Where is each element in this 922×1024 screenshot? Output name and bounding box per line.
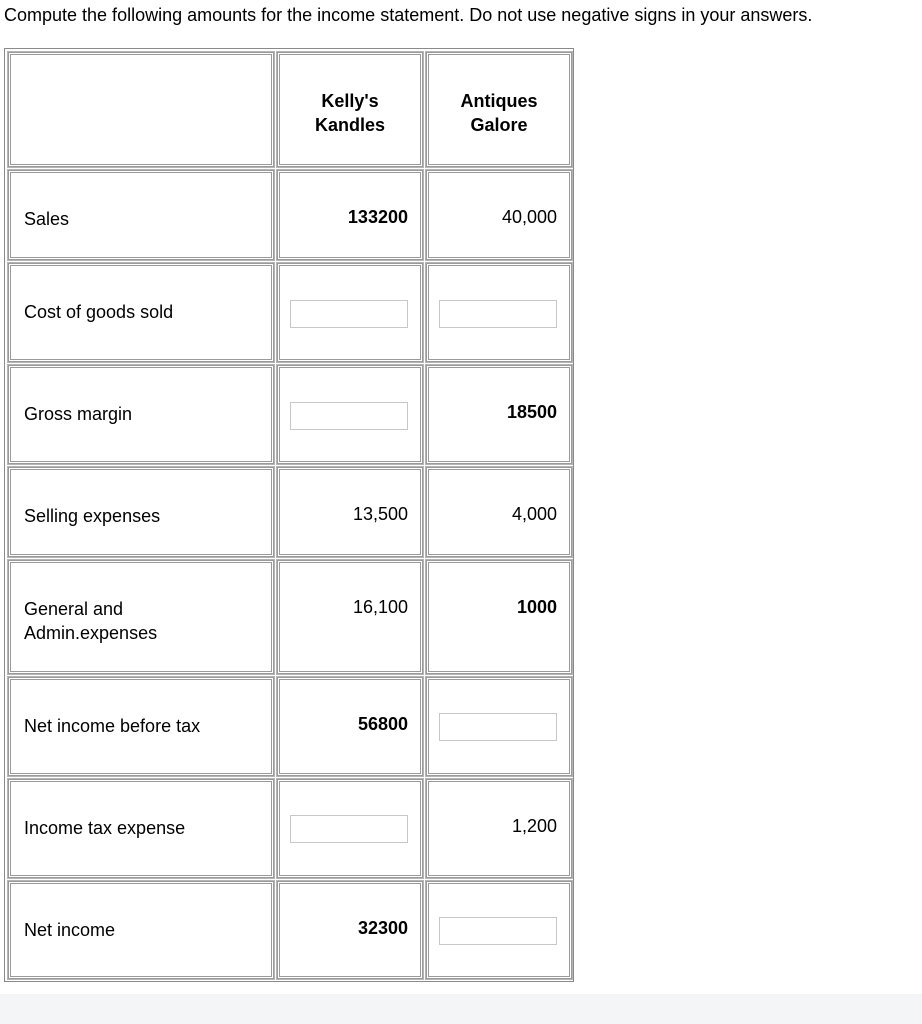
antiques-selling-expenses-value: 4,000 (426, 467, 572, 557)
kelly-income-tax-cell (277, 779, 423, 878)
instructions-text: Compute the following amounts for the income statement. Do not use negative signs in your answers. (4, 5, 813, 25)
row-label-net-income-before-tax: Net income before tax (8, 677, 274, 776)
antiques-cogs-cell (426, 263, 572, 362)
antiques-net-income-before-tax-input[interactable] (439, 713, 557, 741)
kelly-gross-margin-input[interactable] (290, 402, 408, 430)
antiques-net-income-cell (426, 881, 572, 979)
antiques-gross-margin-value: 18500 (426, 365, 572, 464)
kelly-cogs-input[interactable] (290, 300, 408, 328)
kelly-sales-value: 133200 (277, 170, 423, 260)
row-label-general-admin-expenses: General and Admin.expenses (8, 560, 274, 674)
row-label-cost-of-goods-sold: Cost of goods sold (8, 263, 274, 362)
row-label-income-tax-expense: Income tax expense (8, 779, 274, 878)
antiques-income-tax-value: 1,200 (426, 779, 572, 878)
row-label-gross-margin: Gross margin (8, 365, 274, 464)
header-cell-label (8, 52, 274, 167)
row-label-net-income: Net income (8, 881, 274, 979)
header-antiques-galore: Antiques Galore (426, 52, 572, 167)
antiques-general-admin-value: 1000 (426, 560, 572, 674)
antiques-net-income-input[interactable] (439, 917, 557, 945)
antiques-net-income-before-tax-cell (426, 677, 572, 776)
kelly-net-income-value: 32300 (277, 881, 423, 979)
kelly-cogs-cell (277, 263, 423, 362)
header-kellys-kandles: Kelly's Kandles (277, 52, 423, 167)
row-label-sales: Sales (8, 170, 274, 260)
page-footer-band (0, 994, 922, 1024)
antiques-sales-value: 40,000 (426, 170, 572, 260)
antiques-cogs-input[interactable] (439, 300, 557, 328)
income-statement-table (4, 48, 574, 982)
kelly-gross-margin-cell (277, 365, 423, 464)
kelly-selling-expenses-value: 13,500 (277, 467, 423, 557)
kelly-net-income-before-tax-value: 56800 (277, 677, 423, 776)
kelly-general-admin-value: 16,100 (277, 560, 423, 674)
row-label-selling-expenses: Selling expenses (8, 467, 274, 557)
kelly-income-tax-input[interactable] (290, 815, 408, 843)
